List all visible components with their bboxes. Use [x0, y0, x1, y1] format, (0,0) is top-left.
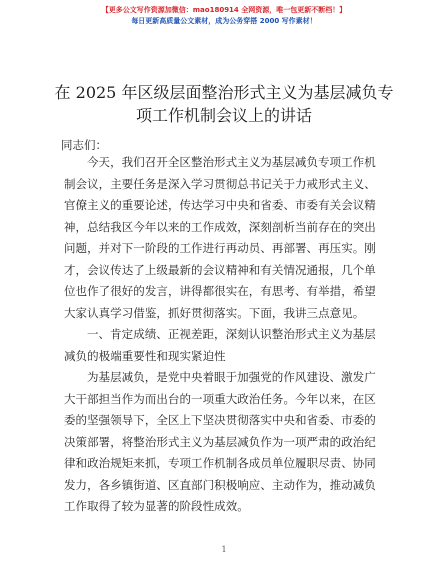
- page-number: 1: [221, 545, 227, 554]
- body-text-line: 委的坚强领导下，全区上下坚决贯彻落实中央和省委、市委的: [64, 413, 376, 427]
- promo-banner-line-1: 【更多公文写作资源加微信：mao180914 全网资源，唯一包更新不断档！】: [101, 6, 347, 14]
- body-text-line: 发力，各乡镇街道、区直部门积极响应、主动作为，推动减负: [64, 477, 376, 492]
- body-text-line: 工作取得了较为显著的阶段性成效。: [64, 499, 249, 513]
- body-text-line: 今天，我们召开全区整治形式主义为基层减负专项工作机: [87, 155, 376, 169]
- body-text-line: 制会议，主要任务是深入学习贯彻总书记关于力戒形式主义、: [64, 176, 376, 191]
- body-text-line: 位也作了很好的发言，讲得都很实在，有思考、有举措，希望: [64, 284, 376, 298]
- document-title: [40, 81, 408, 127]
- body-text-line: 神，总结我区今年以来的工作成效，深刻剖析当前存在的突出: [64, 219, 376, 234]
- body-text-line: 大干部担当作为而出台的一项重大政治任务。今年以来，在区: [64, 391, 376, 406]
- promo-banner-line-2: 每日更新高质量公文素材，成为公务穿搭 2000 写作素材！: [131, 17, 317, 25]
- body-text-line: 律和政治规矩来抓，专项工作机制各成员单位履职尽责、协同: [64, 456, 376, 470]
- document-title-line-2: 项工作机制会议上的讲话: [135, 106, 312, 125]
- body-text-line: 决策部署，将整治形式主义为基层减负作为一项严肃的政治纪: [64, 434, 376, 449]
- body-text-line: 一、肯定成绩、正视差距，深刻认识整治形式主义为基层: [87, 327, 376, 341]
- body-text-line: 大家认真学习借鉴，抓好贯彻落实。下面，我讲三点意见。: [64, 305, 365, 320]
- body-text-line: 减负的极端重要性和现实紧迫性: [64, 348, 226, 363]
- speech-body: [64, 152, 394, 518]
- body-text-line: 问题，并对下一阶段的工作进行再动员、再部署、再压实。刚: [64, 241, 376, 255]
- body-text-line: 才，会议传达了上级最新的会议精神和有关情况通报，几个单: [64, 262, 376, 277]
- body-text-line: 为基层减负，是党中央着眼于加强党的作风建设、激发广: [87, 370, 376, 384]
- document-title-line-1: 在 2025 年区级层面整治形式主义为基层减负专: [54, 83, 394, 102]
- greeting: 同志们：: [61, 138, 107, 152]
- body-text-line: 官僚主义的重要论述，传达学习中央和省委、市委有关会议精: [64, 198, 376, 212]
